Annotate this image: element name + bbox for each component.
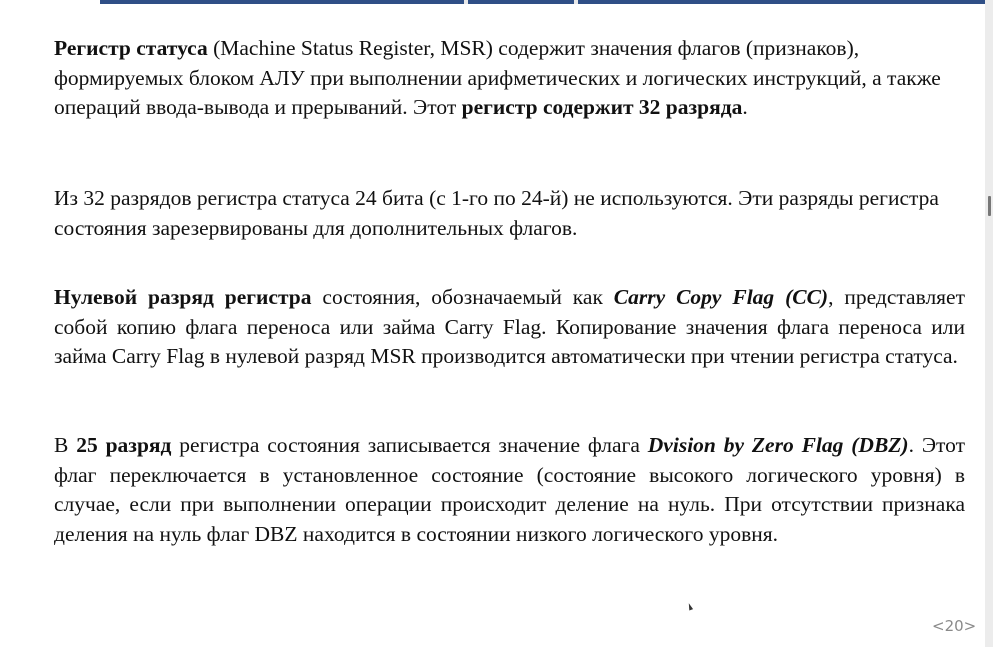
paragraph-text: . — [742, 95, 748, 119]
paragraph-text: регистра состояния записывается значение флага — [171, 433, 648, 457]
paragraph-status-register — [54, 34, 965, 123]
scroll-handle[interactable] — [988, 196, 991, 216]
right-edge-strip — [985, 0, 993, 647]
term-register-32-bits: регистр содержит 32 разряда — [461, 95, 743, 119]
top-bar-notch — [574, 0, 578, 4]
term-bit-25: 25 разряд — [76, 433, 172, 457]
term-status-register: Регистр статуса — [54, 36, 208, 60]
paragraph-text: состояния, обозначаемый как — [311, 285, 614, 309]
top-accent-bar — [100, 0, 985, 4]
term-zero-bit: Нулевой разряд регистра — [54, 285, 312, 309]
paragraph-text: , представляет собой копию флага переноса или займа Carry Flag. Копирование значения флага переноса или займа Carry Flag в нулевой разряд MSR производится автоматически при чтении регистра статуса. — [54, 285, 965, 368]
paragraph-text: . Этот флаг переключается в установленное состояние (состояние высокого логического уровня) в случае, если при выполнении операции происходит деление на нуль. При отсутствии признака деления на нуль флаг DBZ находится в состоянии низкого логического уровня. — [54, 433, 966, 546]
top-bar-notch — [464, 0, 468, 4]
paragraph-text: Из 32 разрядов регистра статуса 24 бита (с 1-го по 24-й) не используются. Эти разряды регистра состояния зарезервированы для дополнительных флагов. — [54, 186, 939, 240]
mouse-pointer-icon — [687, 603, 693, 611]
term-carry-copy-flag: Carry Copy Flag (CC) — [613, 285, 829, 309]
paragraph-division-by-zero-flag — [54, 431, 965, 549]
paragraph-text: В — [54, 433, 77, 457]
paragraph-reserved-bits — [54, 184, 965, 243]
paragraph-text: (Machine Status Register, MSR) содержит значения флагов (признаков), формируемых блоком АЛУ при выполнении арифметических и логических инструкций, а также операций ввода-вывода и прерываний. Этот — [54, 36, 941, 119]
paragraph-carry-copy-flag — [54, 283, 965, 372]
term-division-by-zero-flag: Dvision by Zero Flag (DBZ) — [647, 433, 909, 457]
page-number: <20> — [932, 617, 977, 635]
